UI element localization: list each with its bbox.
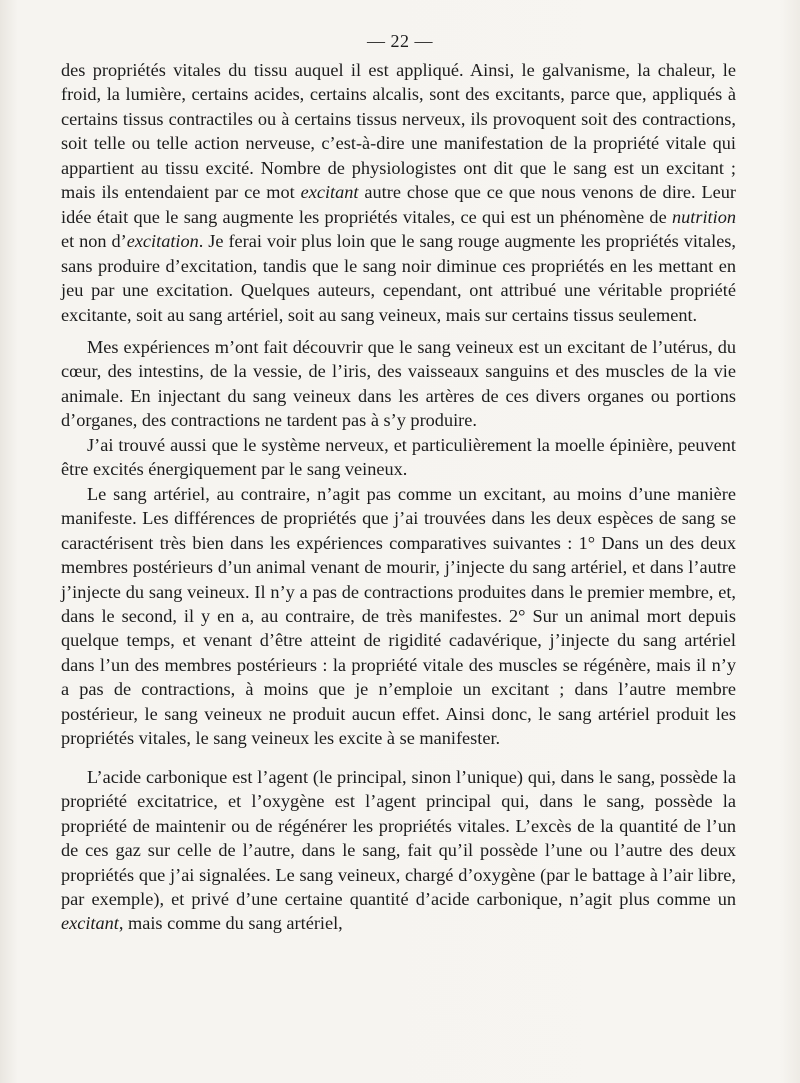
italic-term-excitation: excitation	[126, 231, 199, 252]
text-segment: et non d’	[61, 231, 127, 252]
italic-term-excitant: excitant	[300, 182, 359, 203]
paragraph-nervous-system	[61, 433, 736, 482]
text-segment: des propriétés vitales du tissu auquel il est appliqué. Ainsi, le galvanisme, la chaleur, le froid, la lumière, certains acides, certains alcalis, sont des excitants, parce que, appliqués à certains tissus contractiles ou à certains tissus nerveux, ils provoquent soit des contractions, soit telle ou telle action nerveuse, c’est-à-dire une manifestation de la propriété vitale qui appartient au tissu excité. Nombre de physiologistes ont dit que le sang est un excitant ; mais ils entendaient par ce mot	[61, 60, 736, 203]
italic-term-excitant: excitant	[61, 913, 119, 934]
italic-term-nutrition: nutrition	[672, 206, 736, 227]
body-text	[61, 58, 736, 936]
paragraph-continuation	[61, 58, 736, 327]
text-segment: . Je ferai voir plus loin que le sang rouge augmente les propriétés vitales, sans produire d’excitation, tandis que le sang noir diminue ces propriétés en les mettant en jeu par une excitation. Quelques auteurs, cependant, ont attribué une véritable propriété excitante, soit au sang artériel, soit au sang veineux, mais sur certains tissus seulement.	[61, 231, 736, 325]
paragraph-carbonic-acid	[61, 765, 736, 936]
text-segment: Mes expériences m’ont fait découvrir que le sang veineux est un excitant de l’utérus, du cœur, des intestins, de la vessie, de l’iris, des vaisseaux sanguins et des muscles de la vie animale. En injectant du sang veineux dans les artères de ces divers organes ou portions d’organes, des contractions ne tardent pas à s’y produire.	[61, 336, 736, 431]
page-number: — 22 —	[367, 31, 433, 51]
text-segment: J’ai trouvé aussi que le système nerveux, et particulièrement la moelle épinière, peuvent être excités énergiquement par le sang veineux.	[61, 434, 736, 480]
paragraph-experiences	[61, 335, 736, 433]
text-segment: , mais comme du sang artériel,	[118, 913, 343, 934]
text-segment: L’acide carbonique est l’agent (le principal, sinon l’unique) qui, dans le sang, possède la propriété excitatrice, et l’oxygène est l’agent principal qui, dans le sang, possède la propriété de maintenir ou de régénérer les propriétés vitales. L’excès de la quantité de l’un de ces gaz sur celle de l’autre, dans le sang, fait qu’il possède l’une ou l’autre des deux propriétés que j’ai signalées. Le sang veineux, chargé d’oxygène (par le battage à l’air libre, par exemple), et privé d’une certaine quantité d’acide carbonique, n’agit plus comme un	[61, 766, 736, 909]
paragraph-arterial-blood	[61, 482, 736, 751]
text-segment: autre chose que ce que nous venons de dire. Leur idée était que le sang augmente les propriétés vitales, ce qui est un phénomène de	[61, 182, 736, 227]
text-segment: Le sang artériel, au contraire, n’agit pas comme un excitant, au moins d’une manière manifeste. Les différences de propriétés que j’ai trouvées dans les deux espèces de sang se caractérisent très bien dans les expériences comparatives suivantes : 1° Dans un des deux membres postérieurs d’un animal venant de mourir, j’injecte du sang artériel, et dans l’autre j’injecte du sang veineux. Il n’y a pas de contractions produites dans le premier membre, et, dans le second, il y en a, au contraire, de très manifestes. 2° Sur un animal mort depuis quelque temps, et venant d’être atteint de rigidité cadavérique, j’injecte du sang artériel dans l’un des membres postérieurs : la propriété vitale des muscles se régénère, mais il n’y a pas de contractions, à moins que je n’emploie un excitant ; dans l’autre membre postérieur, le sang veineux ne produit aucun effet. Ainsi donc, le sang artériel produit les propriétés vitales, le sang veineux les excite à se manifester.	[61, 483, 736, 749]
